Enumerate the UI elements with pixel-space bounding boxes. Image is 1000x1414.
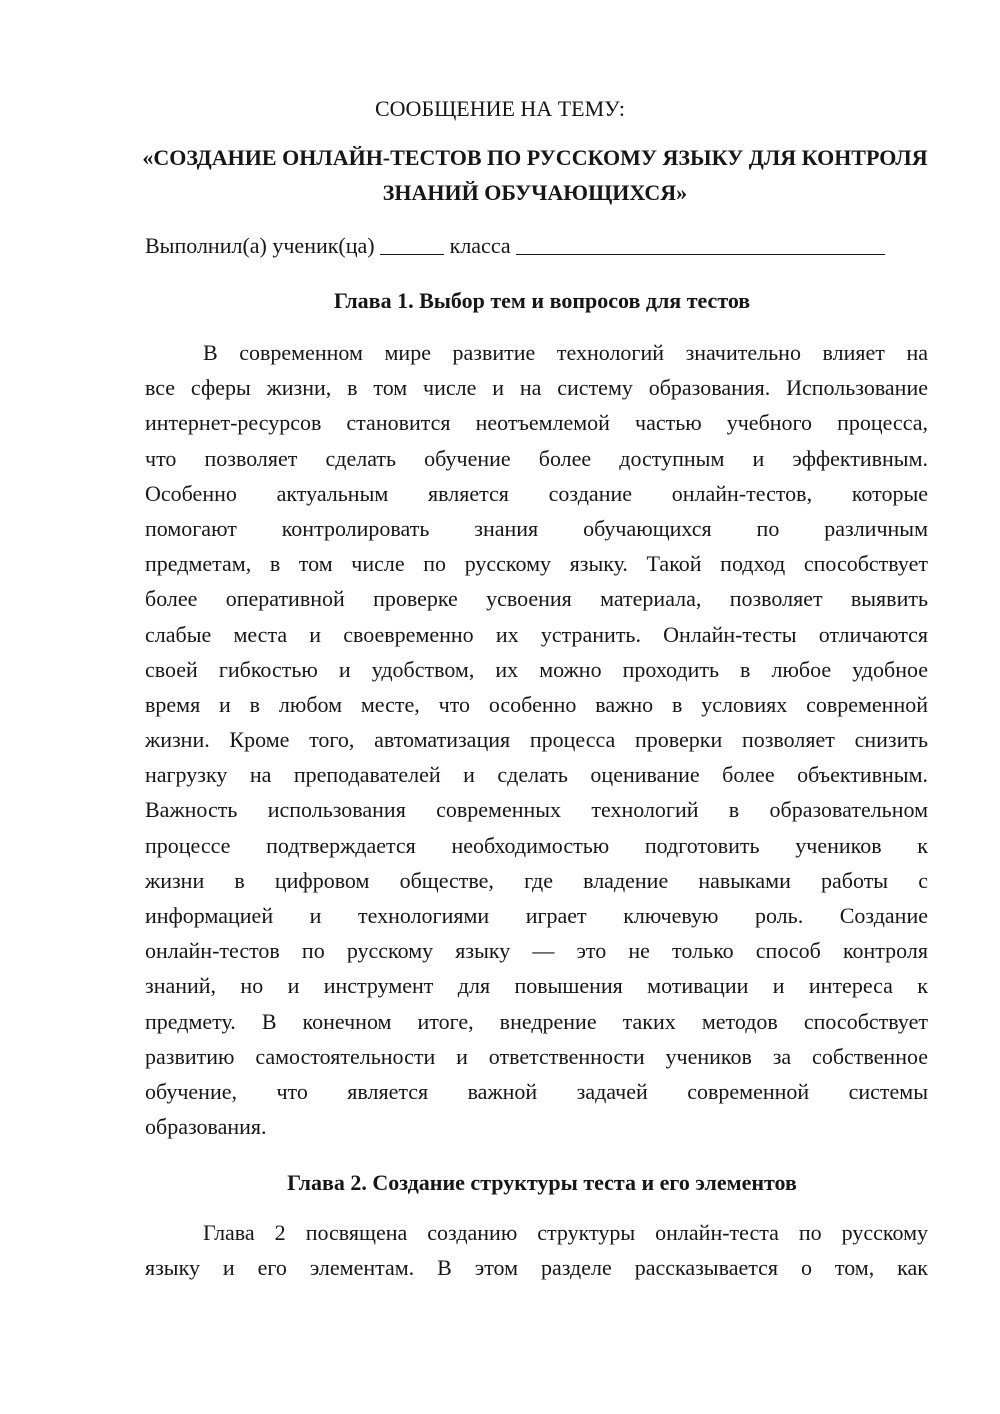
paragraph-line: знаний, но и инструмент для повышения мотивации и интереса к xyxy=(145,973,928,999)
paragraph-line: жизни. Кроме того, автоматизация процесса проверки позволяет снизить xyxy=(145,727,928,753)
grade-blank-line xyxy=(380,232,444,255)
paragraph-line: развитию самостоятельности и ответственности учеников за собственное xyxy=(145,1043,928,1069)
paragraph-line: что позволяет сделать обучение более доступным и эффективным. xyxy=(145,445,928,471)
paragraph-line: своей гибкостью и удобством, их можно проходить в любое удобное xyxy=(145,656,928,682)
paragraph-line: слабые места и своевременно их устранить. Онлайн-тесты отличаются xyxy=(145,621,928,647)
paragraph-line: обучение, что является важной задачей современной системы xyxy=(145,1078,928,1104)
paragraph-line: жизни в цифровом обществе, где владение навыками работы с xyxy=(145,867,928,893)
paragraph-line: информацией и технологиями играет ключевую роль. Создание xyxy=(145,903,928,928)
paragraph-line: предметам, в том числе по русскому языку. Такой подход способствует xyxy=(145,551,928,577)
paragraph-line: Особенно актуальным является создание онлайн-тестов, которые xyxy=(145,480,928,506)
document-type-heading: СООБЩЕНИЕ НА ТЕМУ: xyxy=(375,96,625,121)
paragraph-line: В современном мире развитие технологий значительно влияет на xyxy=(203,340,928,365)
paragraph-line: процессе подтверждается необходимостью подготовить учеников к xyxy=(145,832,928,858)
paragraph-line: нагрузку на преподавателей и сделать оценивание более объективным. xyxy=(145,762,928,788)
chapter-1-title: Глава 1. Выбор тем и вопросов для тестов xyxy=(333,288,751,313)
paragraph-line: время и в любом месте, что особенно важно в условиях современной xyxy=(145,691,928,717)
paragraph-line: онлайн-тестов по русскому языку — это не только способ контроля xyxy=(145,938,928,964)
paragraph-line: Глава 2 посвящена созданию структуры онлайн-теста по русскому xyxy=(203,1220,928,1245)
author-prefix-label: Выполнил(а) ученик(ца) xyxy=(145,233,375,258)
paragraph-line: Важность использования современных технологий в образовательном xyxy=(145,797,928,823)
author-line xyxy=(145,231,885,261)
chapter-1-paragraph xyxy=(145,335,928,1144)
paragraph-line: языку и его элементам. В этом разделе рассказывается о том, как xyxy=(145,1255,928,1281)
paragraph-line: все сферы жизни, в том числе и на систему образования. Использование xyxy=(145,375,928,401)
chapter-2-title: Глава 2. Создание структуры теста и его элементов xyxy=(287,1170,797,1195)
class-label: класса xyxy=(449,233,511,258)
class-name-blank-line xyxy=(516,232,885,255)
document-title: «СОЗДАНИЕ ОНЛАЙН-ТЕСТОВ ПО РУССКОМУ ЯЗЫКУ ДЛЯ КОНТРОЛЯ ЗНАНИЙ ОБУЧАЮЩИХСЯ» xyxy=(142,145,928,205)
paragraph-line: предмету. В конечном итоге, внедрение таких методов способствует xyxy=(145,1008,928,1034)
paragraph-line: более оперативной проверке усвоения материала, позволяет выявить xyxy=(145,586,928,612)
chapter-2-paragraph xyxy=(145,1215,928,1285)
paragraph-line: интернет-ресурсов становится неотъемлемой частью учебного процесса, xyxy=(145,410,928,436)
paragraph-line: помогают контролировать знания обучающихся по различным xyxy=(145,515,928,541)
paragraph-line: образования. xyxy=(145,1114,267,1140)
